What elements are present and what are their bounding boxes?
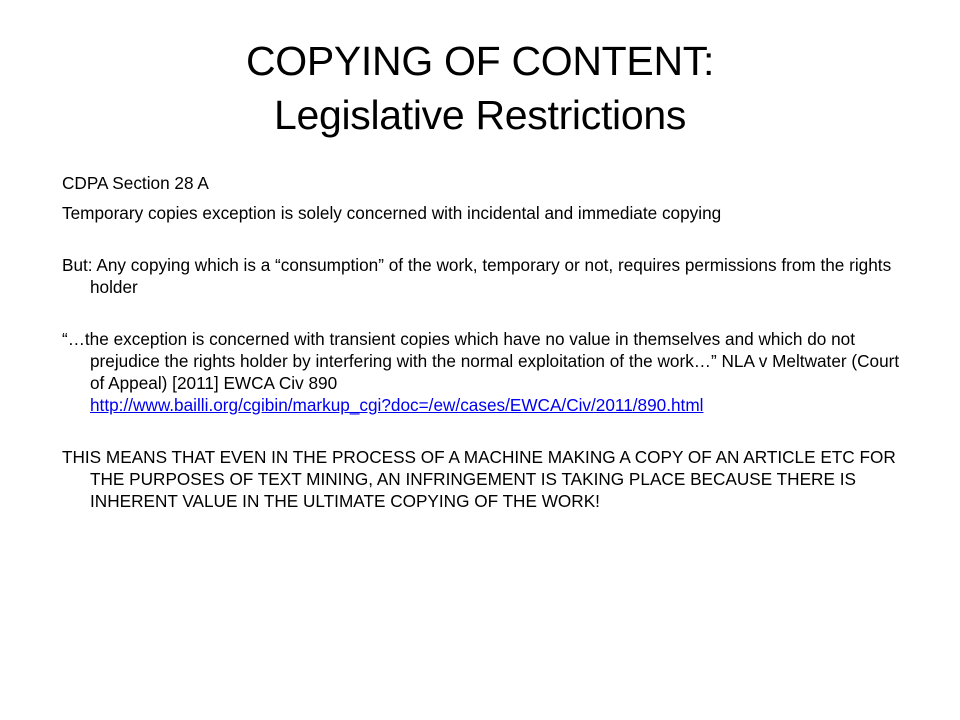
quote-block xyxy=(62,328,902,416)
slide-title xyxy=(48,34,912,142)
conclusion-text: THIS MEANS THAT EVEN IN THE PROCESS OF A MACHINE MAKING A COPY OF AN ARTICLE ETC FOR THE PURPOSES OF TEXT MINING, AN INFRINGEMENT IS TAKING PLACE BECAUSE THERE IS INHERENT VALUE IN THE ULTIMATE COPYING OF THE WORK! xyxy=(62,447,896,511)
consumption-text: But: Any copying which is a “consumption” of the work, temporary or not, requires permissions from the rights holder xyxy=(62,255,892,297)
temporary-copies-text: Temporary copies exception is solely concerned with incidental and immediate copying xyxy=(62,203,722,223)
case-link[interactable]: http://www.bailli.org/cgibin/markup_cgi?doc=/ew/cases/EWCA/Civ/2011/890.html xyxy=(90,395,704,415)
title-line-1: COPYING OF CONTENT: xyxy=(245,38,715,84)
quote-text: “…the exception is concerned with transient copies which have no value in themselves and which do not prejudice the rights holder by interfering with the normal exploitation of the work…” NLA v Meltwater (Court of Appeal) [2011] EWCA Civ 890 xyxy=(62,329,900,393)
title-line-2: Legislative Restrictions xyxy=(273,92,687,138)
section-reference: CDPA Section 28 A xyxy=(62,173,209,193)
slide-body xyxy=(62,172,902,520)
